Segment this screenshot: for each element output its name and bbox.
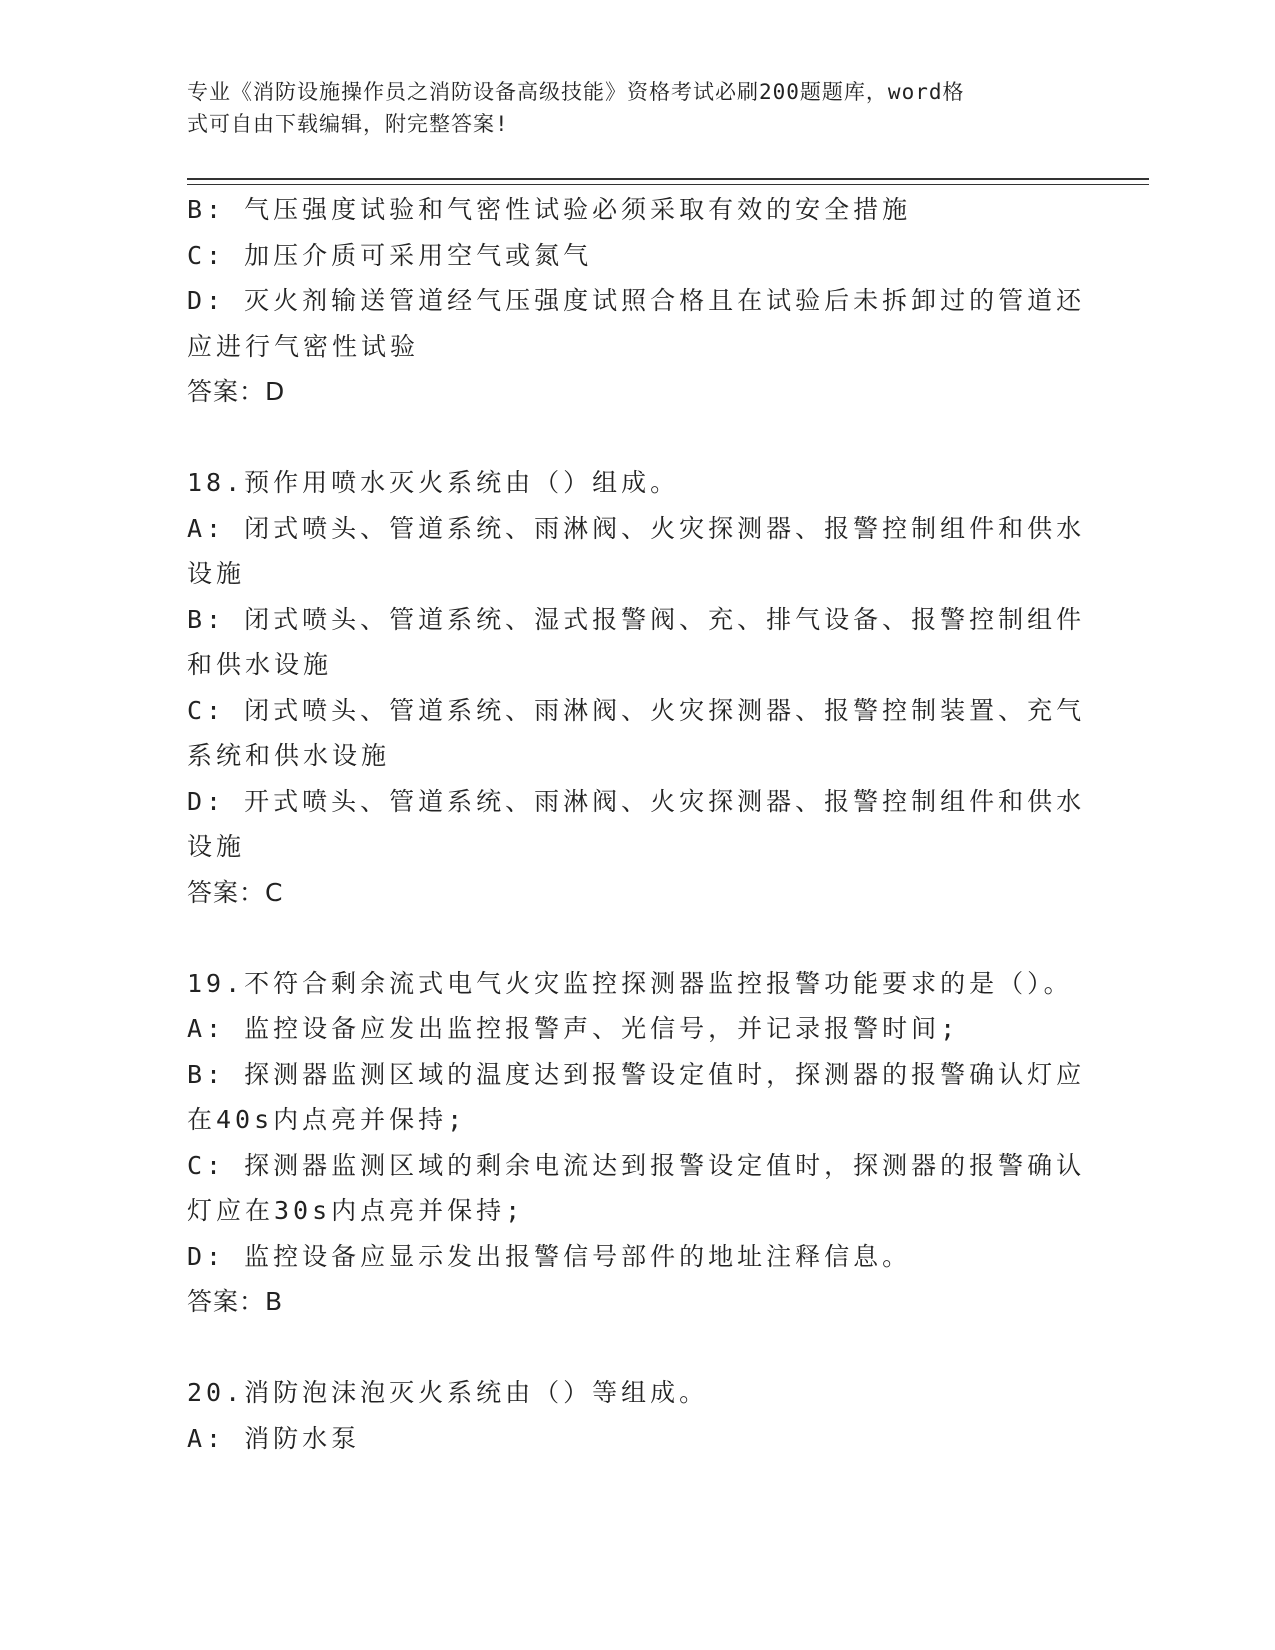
option-b-line-1: B: 探测器监测区域的温度达到报警设定值时，探测器的报警确认灯应	[187, 1059, 1086, 1089]
option-c-line-1: C: 闭式喷头、管道系统、雨淋阀、火灾探测器、报警控制装置、充气	[187, 695, 1086, 725]
option-b-line-1: B: 闭式喷头、管道系统、湿式报警阀、充、排气设备、报警控制组件	[187, 604, 1086, 634]
question-stem: 20.消防泡沫泡灭火系统由（）等组成。	[187, 1378, 709, 1407]
header-line-1: 专业《消防设施操作员之消防设备高级技能》资格考试必刷200题题库，word格	[187, 80, 965, 104]
option-d-line-2: 设施	[187, 832, 246, 861]
question-stem: 18.预作用喷水灭火系统由（）组成。	[187, 468, 680, 497]
option-b-line-2: 在40s内点亮并保持;	[187, 1105, 467, 1134]
option-d-line-1: D: 开式喷头、管道系统、雨淋阀、火灾探测器、报警控制组件和供水	[187, 786, 1086, 816]
option-d-line-1: D: 灭火剂输送管道经气压强度试照合格且在试验后未拆卸过的管道还	[187, 286, 1086, 315]
question-18	[187, 460, 1086, 915]
question-stem: 19.不符合剩余流式电气火灾监控探测器监控报警功能要求的是（）。	[187, 968, 1073, 998]
option-b-line-2: 和供水设施	[187, 650, 333, 679]
document-header	[187, 76, 1067, 140]
question-20	[187, 1370, 1067, 1461]
option-c: C: 加压介质可采用空气或氮气	[187, 240, 593, 270]
option-a-line-1: A: 闭式喷头、管道系统、雨淋阀、火灾探测器、报警控制组件和供水	[187, 513, 1086, 543]
option-d: D: 监控设备应显示发出报警信号部件的地址注释信息。	[187, 1241, 912, 1271]
header-line-2: 式可自由下载编辑，附完整答案!	[187, 112, 509, 136]
spacer	[187, 915, 1067, 961]
question-19	[187, 961, 1086, 1325]
answer: 答案：B	[187, 1287, 284, 1316]
question-17-continued	[187, 187, 1086, 415]
option-a: A: 监控设备应发出监控报警声、光信号，并记录报警时间;	[187, 1014, 960, 1043]
spacer	[187, 1325, 1067, 1371]
option-d-line-2: 应进行气密性试验	[187, 331, 420, 361]
option-c-line-2: 灯应在30s内点亮并保持;	[187, 1196, 525, 1225]
answer: 答案：D	[187, 377, 286, 406]
answer: 答案：C	[187, 877, 284, 907]
question-content	[187, 187, 1086, 1461]
option-c-line-1: C: 探测器监测区域的剩余电流达到报警设定值时，探测器的报警确认	[187, 1150, 1086, 1180]
spacer	[187, 415, 1067, 461]
option-a: A: 消防水泵	[187, 1423, 361, 1453]
option-b: B: 气压强度试验和气密性试验必须采取有效的安全措施	[187, 195, 912, 224]
option-c-line-2: 系统和供水设施	[187, 741, 391, 770]
option-a-line-2: 设施	[187, 559, 246, 588]
header-divider	[187, 178, 1149, 185]
